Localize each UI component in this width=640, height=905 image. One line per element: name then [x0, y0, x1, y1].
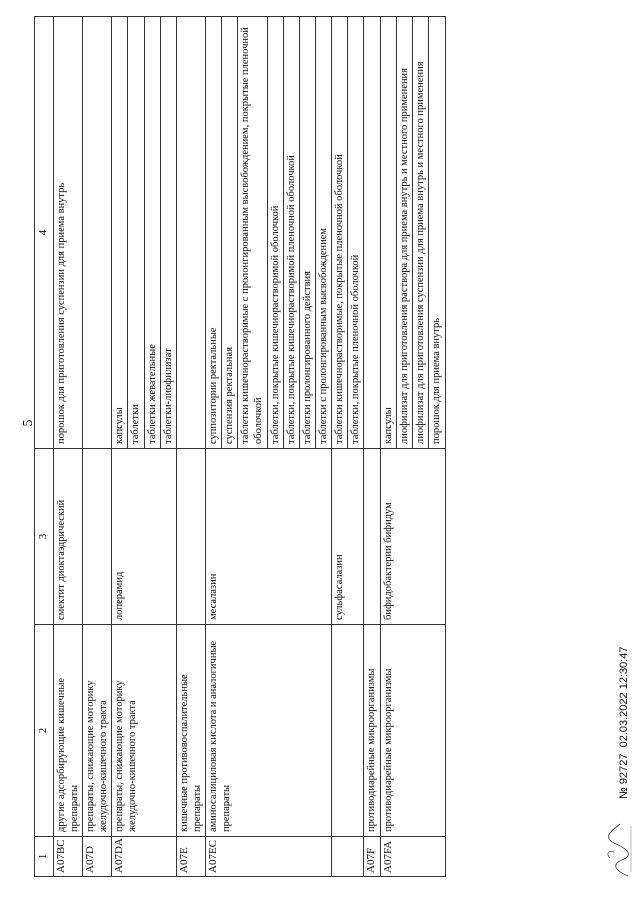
dosage-form-line: таблетки, покрытые кишечнорастворимой пленочной оболочкой: [284, 17, 300, 448]
code-cell: A07F: [364, 837, 381, 877]
dosage-forms-cell: [206, 17, 332, 449]
dosage-form-line: таблетки пролонгированного действия: [300, 17, 316, 448]
dosage-form-line: таблетки-лиофилизат: [162, 348, 174, 444]
column-header: 1: [35, 837, 54, 877]
table-row: [332, 17, 364, 877]
group-cell: противодиарейные микроорганизмы: [364, 625, 381, 837]
dosage-form-line: лиофилизат для приготовления суспензии для приема внутрь и местного применения: [413, 17, 429, 448]
dosage-form-line: таблетки: [128, 17, 144, 448]
column-header: 4: [35, 17, 54, 449]
code-cell: [332, 837, 364, 877]
substance-cell: [176, 449, 205, 625]
dosage-forms-cell: [176, 17, 205, 449]
code-cell: A07BC: [53, 837, 82, 877]
group-cell: кишечные противовоспалительные препараты: [176, 625, 205, 837]
table-row: [381, 17, 446, 877]
dosage-forms-cell: [112, 17, 177, 449]
number-sign: №: [618, 787, 630, 799]
page-number: 5: [21, 419, 36, 427]
table-row: [112, 17, 177, 877]
group-cell: [332, 625, 364, 837]
column-header: 2: [35, 625, 54, 837]
document-footer: [618, 646, 630, 799]
table-row: [176, 17, 205, 877]
dosage-form-line: лиофилизат для приготовления раствора для приема внутрь и местного применения: [397, 17, 413, 448]
group-cell: другие адсорбирующие кишечные препараты: [53, 625, 82, 837]
code-cell: A07D: [83, 837, 112, 877]
dosage-form-line: суспензия ректальная: [222, 17, 238, 448]
dosage-forms-cell: [83, 17, 112, 449]
dosage-form-line: таблетки кишечнорастворимые, покрытые пленочной оболочкой: [332, 17, 348, 448]
dosage-form-line: порошок для приготовления суспензии для приема внутрь: [55, 182, 67, 444]
table-row: [83, 17, 112, 877]
substance-cell: смектит диоктаэдрический: [53, 449, 82, 625]
group-cell: аминосалициловая кислота и аналогичные препараты: [206, 625, 332, 837]
substance-cell: бифидобактерии бифидум: [381, 449, 446, 625]
dosage-forms-cell: [364, 17, 381, 449]
dosage-form-line: таблетки жевательные: [145, 17, 161, 448]
footer-timestamp: 02.03.2022 12:30:47: [618, 646, 630, 748]
code-cell: A07FA: [381, 837, 446, 877]
code-cell: A07E: [176, 837, 205, 877]
group-cell: противодиарейные микроорганизмы: [381, 625, 446, 837]
dosage-form-line: порошок для приема внутрь: [431, 317, 443, 444]
substance-cell: [364, 449, 381, 625]
document-number: 92727: [618, 753, 630, 785]
drug-classification-table: [34, 16, 446, 877]
dosage-forms-cell: [381, 17, 446, 449]
dosage-form-line: суппозитории ректальные: [206, 17, 222, 448]
dosage-form-line: таблетки кишечнорастворимые с пролонгированным высвобождением, покрытые пленочной оболочкой: [238, 17, 267, 448]
substance-cell: сульфасалазин: [332, 449, 364, 625]
table-header-row: [35, 17, 54, 877]
dosage-form-line: таблетки с пролонгированным высвобождением: [317, 227, 329, 444]
dosage-forms-cell: [53, 17, 82, 449]
substance-cell: [83, 449, 112, 625]
signature-stamp-icon: [604, 818, 634, 880]
dosage-form-line: таблетки, покрытые пленочной оболочкой: [350, 254, 362, 444]
group-cell: препараты, снижающие моторику желудочно-кишечного тракта: [83, 625, 112, 837]
code-cell: A07DA: [112, 837, 177, 877]
dosage-forms-cell: [332, 17, 364, 449]
column-header: 3: [35, 449, 54, 625]
code-cell: A07EC: [206, 837, 332, 877]
table-row: [206, 17, 332, 877]
table-row: [364, 17, 381, 877]
table-row: [53, 17, 82, 877]
dosage-form-line: таблетки, покрытые кишечнорастворимой оболочкой: [268, 17, 284, 448]
dosage-form-line: капсулы: [112, 17, 128, 448]
substance-cell: месалазин: [206, 449, 332, 625]
group-cell: препараты, снижающие моторику желудочно-кишечного тракта: [112, 625, 177, 837]
substance-cell: лоперамид: [112, 449, 177, 625]
dosage-form-line: капсулы: [381, 17, 397, 448]
